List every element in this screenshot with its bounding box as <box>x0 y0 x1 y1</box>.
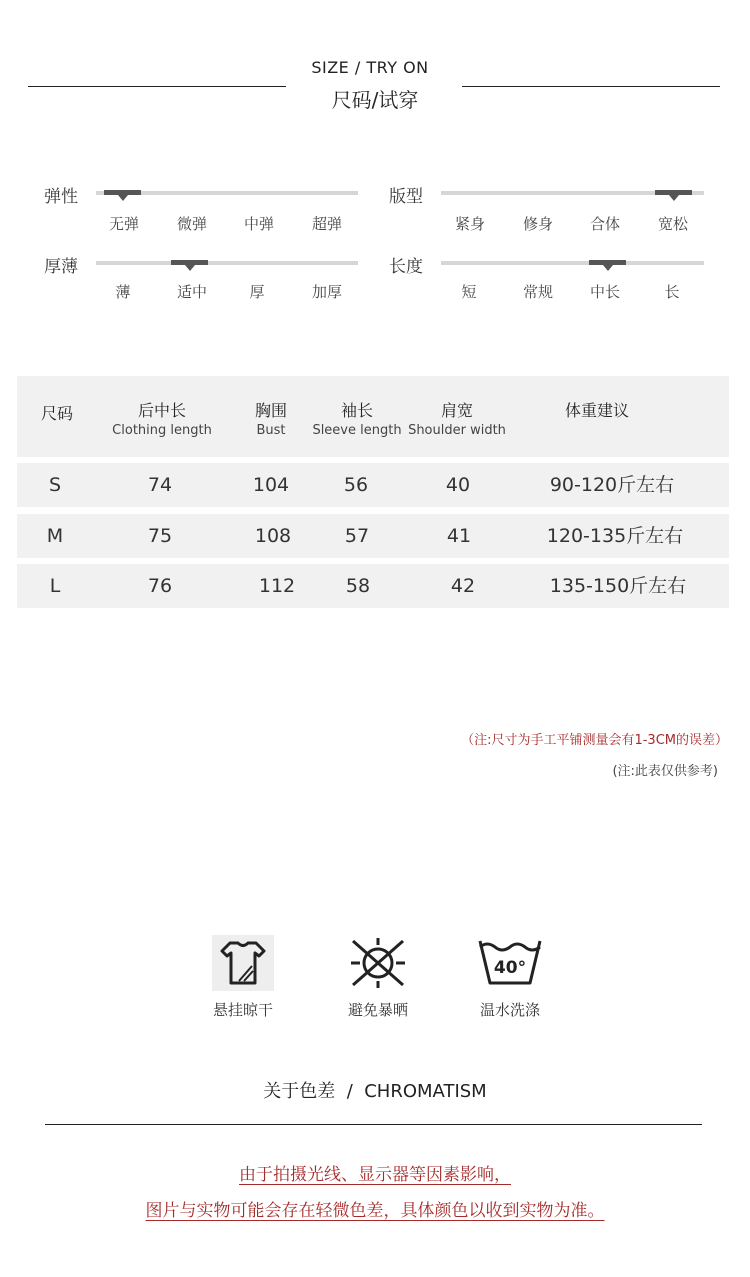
scale-option: 合体 <box>589 215 620 233</box>
header-cn: 肩宽 <box>440 401 473 420</box>
scale-option: 长 <box>664 283 680 301</box>
cell-length: 75 <box>147 525 173 547</box>
scale-label: 厚薄 <box>44 257 78 277</box>
scale-marker <box>655 190 692 195</box>
hang-dry-icon <box>212 935 274 991</box>
chromatism-line-1: 由于拍摄光线、显示器等因素影响， <box>239 1165 511 1185</box>
cell-weight: 135-150斤左右 <box>549 575 687 597</box>
chromatism-title: 关于色差 / CHROMATISM <box>263 1081 487 1102</box>
scale-option: 微弹 <box>176 215 207 233</box>
header-cn: 后中长 <box>137 401 186 420</box>
cell-size: M <box>46 525 64 547</box>
table-row <box>17 463 729 507</box>
wash-temp-label: 40° <box>493 958 527 978</box>
cell-weight: 120-135斤左右 <box>546 525 684 547</box>
care-wash-40 <box>455 935 565 1020</box>
chromatism-line-2: 图片与实物可能会存在轻微色差，具体颜色以收到实物为准。 <box>145 1201 605 1221</box>
header-cn: 胸围 <box>254 401 287 420</box>
table-row <box>17 514 729 558</box>
header-cell-weight <box>537 402 657 420</box>
scale-marker <box>171 260 208 265</box>
scale-option: 常规 <box>522 283 553 301</box>
header-en: Shoulder width <box>408 423 506 438</box>
scale-option: 修身 <box>522 215 553 233</box>
header-en: Sleeve length <box>312 423 402 438</box>
header-cell-bust <box>231 402 311 440</box>
cell-weight: 90-120斤左右 <box>549 474 675 496</box>
cell-sleeve: 58 <box>345 575 371 597</box>
cell-length: 74 <box>147 474 173 496</box>
chromatism-note-2 <box>0 1196 750 1221</box>
cell-shoulder: 42 <box>450 575 476 597</box>
header-title-en: SIZE / TRY ON <box>311 58 429 77</box>
cell-size: L <box>49 575 61 597</box>
header-en: Clothing length <box>112 423 212 438</box>
scale-marker <box>589 260 626 265</box>
scale-option: 紧身 <box>454 215 485 233</box>
header-title-cn: 尺码/试穿 <box>331 88 419 112</box>
scale-option: 宽松 <box>657 215 688 233</box>
scale-option: 短 <box>461 283 477 301</box>
care-label: 温水洗涤 <box>479 1001 540 1019</box>
care-label: 悬挂晾干 <box>212 1001 273 1019</box>
scale-track <box>441 261 704 265</box>
scale-option: 适中 <box>176 283 207 301</box>
chromatism-note-1 <box>0 1160 750 1185</box>
scale-option: 无弹 <box>108 215 139 233</box>
cell-bust: 112 <box>258 575 296 597</box>
header-cn: 袖长 <box>340 401 373 420</box>
scale-track <box>96 261 358 265</box>
header-cn: 体重建议 <box>564 401 629 420</box>
no-sun-icon <box>347 935 409 991</box>
scale-option: 中长 <box>589 283 620 301</box>
cell-size: S <box>48 474 62 496</box>
cell-sleeve: 56 <box>343 474 369 496</box>
header-cn: 尺码 <box>40 404 73 423</box>
cell-sleeve: 57 <box>344 525 370 547</box>
cell-shoulder: 40 <box>445 474 471 496</box>
header-cell-sleeve <box>307 402 407 440</box>
cell-shoulder: 41 <box>446 525 472 547</box>
header-cell-shoulder <box>401 402 513 440</box>
scale-marker <box>104 190 141 195</box>
table-row <box>17 564 729 608</box>
scale-label: 弹性 <box>44 187 78 207</box>
header-cell-size <box>17 405 97 423</box>
scale-option: 中弹 <box>243 215 274 233</box>
scale-label: 长度 <box>389 257 423 277</box>
wash-40-icon <box>475 935 545 991</box>
cell-bust: 104 <box>252 474 290 496</box>
care-label: 避免暴晒 <box>347 1001 408 1019</box>
scale-option: 薄 <box>115 283 131 301</box>
measurement-note: （注:尺寸为手工平铺测量会有1-3CM的误差） <box>461 733 728 748</box>
reference-note: (注:此表仅供参考) <box>612 764 718 779</box>
header-cell-length <box>102 402 222 440</box>
header-en: Bust <box>256 423 286 438</box>
care-no-sun <box>323 935 433 1020</box>
scale-option: 超弹 <box>311 215 342 233</box>
cell-bust: 108 <box>254 525 292 547</box>
size-table-header <box>17 376 729 457</box>
cell-length: 76 <box>147 575 173 597</box>
scale-option: 加厚 <box>311 283 342 301</box>
scale-option: 厚 <box>249 283 265 301</box>
chromatism-divider <box>45 1124 702 1125</box>
care-hang-dry <box>188 935 298 1020</box>
scale-label: 版型 <box>389 187 423 207</box>
